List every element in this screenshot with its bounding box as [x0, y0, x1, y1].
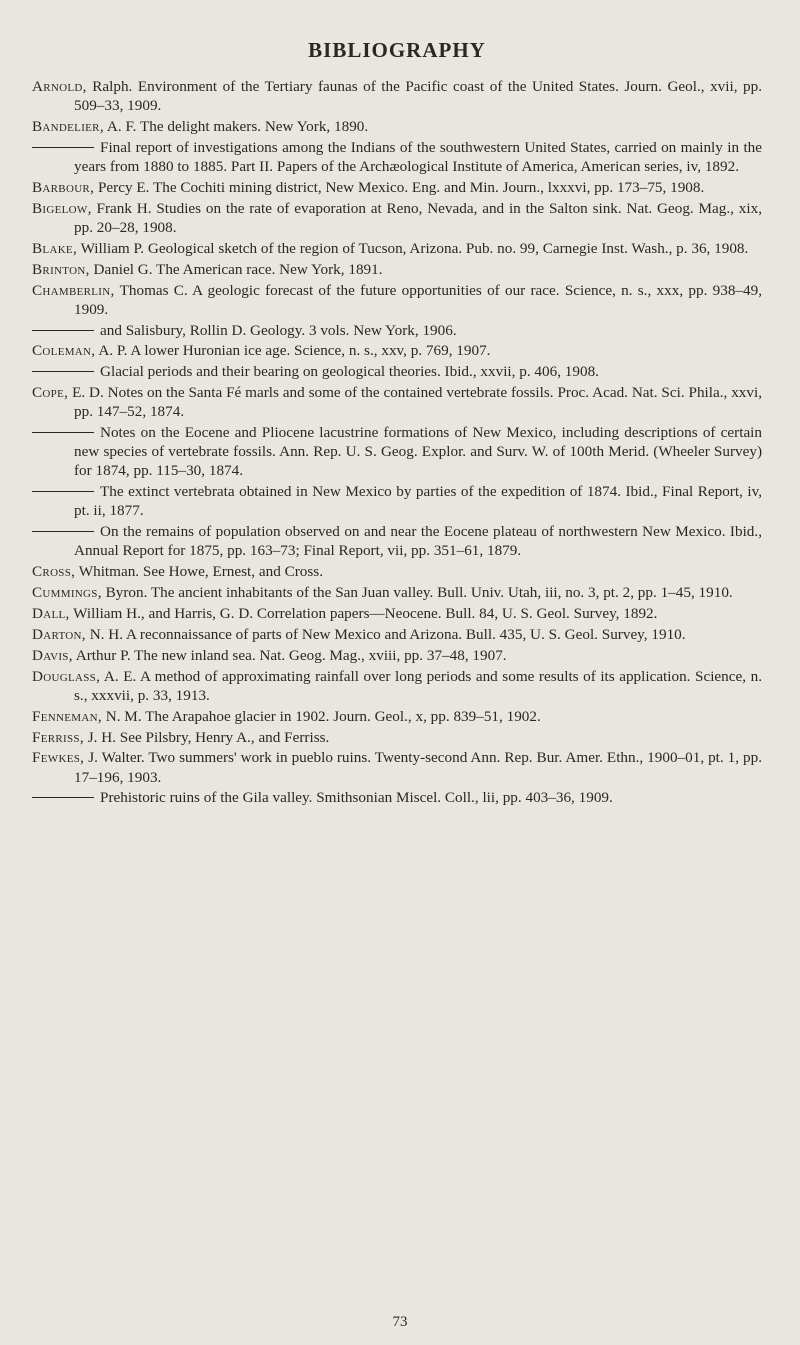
bibliography-entry: [32, 604, 762, 623]
entry-text: Ralph. Environment of the Tertiary faunas of the Pacific coast of the United States. Journ. Geol., xvii, pp. 509–33, 1909.: [74, 78, 762, 115]
bibliography-entry: [32, 728, 762, 747]
entry-text: Percy E. The Cochiti mining district, New Mexico. Eng. and Min. Journ., lxxxvi, pp. 173–75, 1908.: [94, 178, 705, 196]
entry-author: Arnold,: [32, 78, 87, 95]
bibliography-entry: [32, 667, 762, 705]
entry-text: William P. Geological sketch of the region of Tucson, Arizona. Pub. no. 99, Carnegie Inst. Wash., p. 36, 1908.: [77, 239, 749, 257]
entry-text: William H., and Harris, G. D. Correlation papers—Neocene. Bull. 84, U. S. Geol. Survey, 1892.: [69, 604, 658, 622]
ditto-dash: [32, 531, 94, 532]
bibliography-entry: [32, 281, 762, 319]
entry-author: Darton,: [32, 625, 86, 643]
bibliography-entry: [32, 138, 762, 176]
bibliography-entry: [32, 260, 762, 279]
ditto-dash: [32, 797, 94, 798]
page-number: 73: [392, 1314, 408, 1330]
entry-author: Bandelier,: [32, 117, 104, 135]
bibliography-entry: [32, 625, 762, 644]
entry-author: Douglass,: [32, 667, 101, 685]
entry-text: J. H. See Pilsbry, Henry A., and Ferriss.: [83, 728, 330, 746]
bibliography-entry: [32, 341, 762, 360]
bibliography-entry: [32, 362, 762, 381]
entry-author: Cope,: [32, 384, 69, 402]
entry-text: Daniel G. The American race. New York, 1891.: [89, 260, 383, 278]
bibliography-entry: [32, 522, 762, 560]
bibliography-entry: [32, 239, 762, 258]
bibliography-entry: [32, 321, 762, 340]
entry-author: Fewkes,: [32, 749, 85, 767]
entry-text: A. F. The delight makers. New York, 1890.: [103, 117, 369, 135]
entry-text: Thomas C. A geologic forecast of the future opportunities of our race. Science, n. s., xxx, pp. 938–49, 1909.: [74, 281, 762, 318]
entry-text: A. P. A lower Huronian ice age. Science, n. s., xxv, p. 769, 1907.: [95, 342, 491, 360]
bibliography-entry: [32, 117, 762, 136]
entry-author: Bigelow,: [32, 199, 92, 217]
entry-author: Barbour,: [32, 178, 95, 196]
entry-text: N. M. The Arapahoe glacier in 1902. Journ. Geol., x, pp. 839–51, 1902.: [101, 707, 541, 725]
bibliography-entry: [32, 77, 762, 115]
entry-text: A. E. A method of approximating rainfall over long periods and some results of its application. Science, n. s., xxxvii, p. 33, 1913.: [74, 667, 762, 704]
bibliography-entry: [32, 383, 762, 421]
bibliography-list: [32, 77, 762, 808]
entry-author: Cummings,: [32, 584, 102, 602]
entry-author: Chamberlin,: [32, 281, 115, 299]
ditto-dash: [32, 491, 94, 492]
entry-text: and Salisbury, Rollin D. Geology. 3 vols. New York, 1906.: [100, 321, 457, 339]
ditto-dash: [32, 330, 94, 331]
entry-text: On the remains of population observed on and near the Eocene plateau of northwestern New Mexico. Ibid., Annual Report for 1875, pp. 163–73; Final Report, vii, pp. 351–61, 1879.: [74, 523, 762, 560]
bibliography-entry: [32, 482, 762, 520]
entry-text: Arthur P. The new inland sea. Nat. Geog. Mag., xviii, pp. 37–48, 1907.: [72, 646, 507, 664]
bibliography-entry: [32, 788, 762, 807]
bibliography-entry: [32, 646, 762, 665]
ditto-dash: [32, 432, 94, 433]
entry-author: Fenneman,: [32, 707, 102, 725]
bibliography-entry: [32, 748, 762, 786]
entry-author: Brinton,: [32, 260, 90, 278]
entry-text: J. Walter. Two summers' work in pueblo ruins. Twenty-second Ann. Rep. Bur. Amer. Ethn., 1900–01, pt. 1, pp. 17–196, 1903.: [74, 749, 762, 786]
entry-text: Whitman. See Howe, Ernest, and Cross.: [75, 563, 323, 581]
bibliography-entry: [32, 562, 762, 581]
entry-text: Byron. The ancient inhabitants of the San Juan valley. Bull. Univ. Utah, iii, no. 3, pt. 2, pp. 1–45, 1910.: [101, 584, 733, 602]
entry-text: Final report of investigations among the Indians of the southwestern United States, carried on mainly in the years from 1880 to 1885. Part II. Papers of the Archæological Institute of America, American series, iv, 1892.: [74, 138, 762, 175]
entry-text: Frank H. Studies on the rate of evaporation at Reno, Nevada, and in the Salton sink. Nat. Geog. Mag., xix, pp. 20–28, 1908.: [74, 199, 762, 236]
entry-text: N. H. A reconnaissance of parts of New Mexico and Arizona. Bull. 435, U. S. Geol. Survey, 1910.: [85, 625, 686, 643]
entry-author: Dall,: [32, 604, 70, 622]
bibliography-entry: [32, 423, 762, 480]
entry-author: Cross,: [32, 563, 76, 581]
entry-author: Blake,: [32, 239, 78, 257]
ditto-dash: [32, 371, 94, 372]
entry-text: Glacial periods and their bearing on geological theories. Ibid., xxvii, p. 406, 1908.: [100, 363, 599, 381]
entry-author: Coleman,: [32, 342, 96, 360]
entry-author: Davis,: [32, 646, 73, 664]
entry-author: Ferriss,: [32, 728, 84, 746]
bibliography-entry: [32, 178, 762, 197]
entry-text: Prehistoric ruins of the Gila valley. Smithsonian Miscel. Coll., lii, pp. 403–36, 1909.: [100, 789, 613, 807]
bibliography-entry: [32, 707, 762, 726]
entry-text: Notes on the Eocene and Pliocene lacustrine formations of New Mexico, including descriptions of certain new species of vertebrate fossils. Ann. Rep. U. S. Geog. Explor. and Surv. W. of 100th Merid. (Wheeler Survey) for 1874, pp. 115–30, 1874.: [74, 424, 762, 480]
bibliography-entry: [32, 199, 762, 237]
entry-text: The extinct vertebrata obtained in New Mexico by parties of the expedition of 1874. Ibid., Final Report, iv, pt. ii, 1877.: [74, 483, 762, 520]
page-heading: BIBLIOGRAPHY: [308, 38, 486, 62]
ditto-dash: [32, 147, 94, 148]
entry-text: E. D. Notes on the Santa Fé marls and some of the contained vertebrate fossils. Proc. Acad. Nat. Sci. Phila., xxvi, pp. 147–52, 1874.: [68, 384, 762, 421]
bibliography-entry: [32, 583, 762, 602]
